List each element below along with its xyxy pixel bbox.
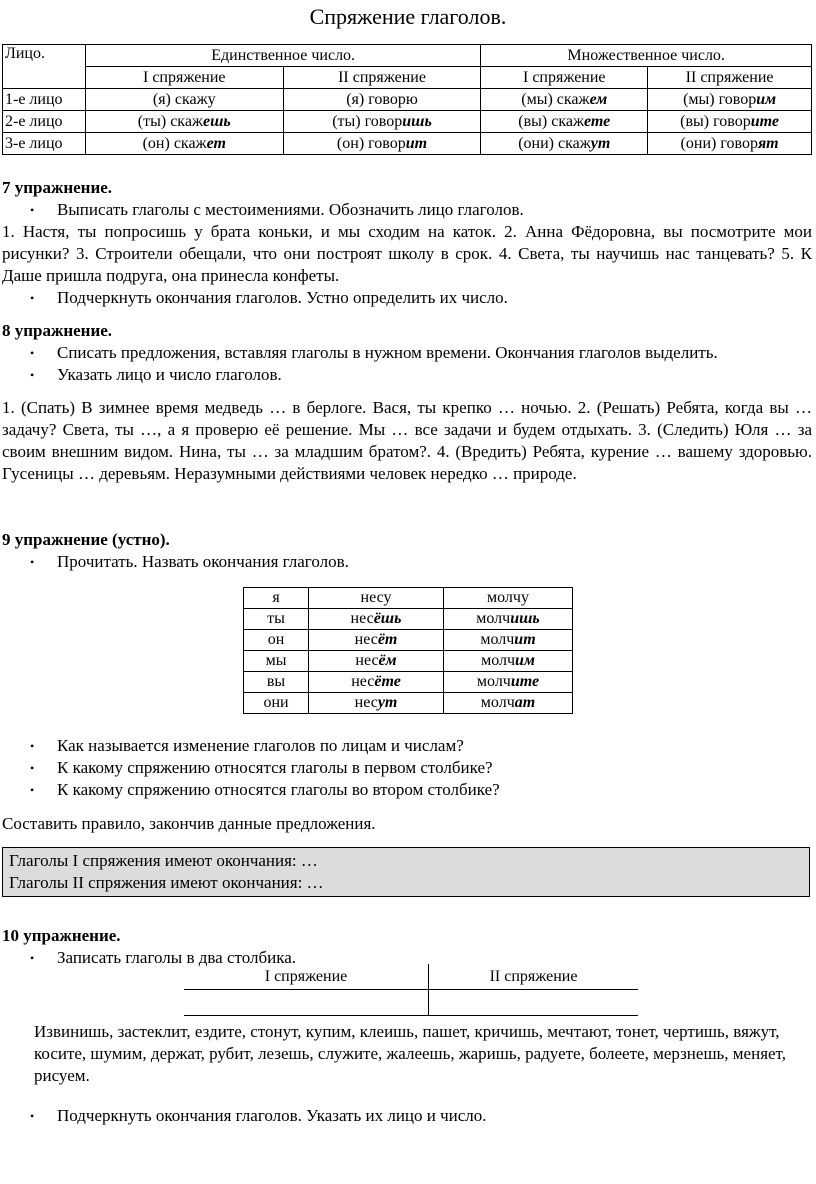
bullet-item: • Как называется изменение глаголов по лицам и числам? xyxy=(2,735,812,757)
table-row xyxy=(3,111,812,133)
column-header: I спряжение xyxy=(184,964,429,990)
table-row xyxy=(184,964,638,990)
verb-cell: (вы) скажете xyxy=(481,111,648,133)
rule-line: Глаголы II спряжения имеют окончания: … xyxy=(9,873,324,892)
verb-cell: несём xyxy=(309,651,444,672)
conjugation-table xyxy=(2,44,812,155)
person-cell: 1-е лицо xyxy=(3,89,86,111)
bullet-item: • Подчеркнуть окончания глаголов. Устно определить их число. xyxy=(2,287,812,309)
table-row xyxy=(244,651,573,672)
header-person: Лицо. xyxy=(3,45,86,89)
pronoun-cell: мы xyxy=(244,651,309,672)
empty-cell xyxy=(429,990,639,1016)
column-header: II спряжение xyxy=(429,964,639,990)
verb-cell: (он) скажет xyxy=(85,133,283,155)
header-singular: Единственное число. xyxy=(85,45,480,67)
word-list: Извинишь, застеклит, ездите, стонут, купим, клеишь, пашет, кричишь, мечтают, тонет, чертишь, вяжут, косите, шумим, держат, рубит, лезешь, служите, жалеешь, жаришь, радуете, болеете, мерзнешь, меняет, рисуем. xyxy=(34,1022,786,1085)
table-row xyxy=(244,588,573,609)
verb-cell: (я) говорю xyxy=(283,89,481,111)
page-title: Спряжение глаголов. xyxy=(309,4,507,29)
verb-cell: молчишь xyxy=(444,609,573,630)
section-heading: 8 упражнение. xyxy=(2,321,113,340)
rule-intro: Составить правило, закончив данные предложения. xyxy=(2,814,376,833)
exercise-7 xyxy=(2,177,812,309)
verb-cell: несу xyxy=(309,588,444,609)
endings-table xyxy=(243,587,573,714)
table-row xyxy=(3,133,812,155)
verb-cell: молчите xyxy=(444,672,573,693)
verb-cell: несёте xyxy=(309,672,444,693)
exercise-text: 1. Настя, ты попросишь у брата коньки, и мы сходим на каток. 2. Анна Фёдоровна, вы посмотрите мои рисунки? 3. Строители обещали, что они построят школу в срок. 4. Света, ты научишь нас танцевать? 5. К Даше пришла подруга, она принесла конфеты. xyxy=(2,222,812,285)
exercise-10-task xyxy=(2,1105,812,1127)
exercise-9-questions xyxy=(2,735,812,835)
verb-cell: (они) скажут xyxy=(481,133,648,155)
header-conj: II спряжение xyxy=(648,67,812,89)
exercise-9 xyxy=(2,529,812,573)
section-heading: 9 упражнение (устно). xyxy=(2,530,170,549)
table-row xyxy=(244,630,573,651)
header-conj: I спряжение xyxy=(481,67,648,89)
empty-cell xyxy=(184,990,429,1016)
pronoun-cell: они xyxy=(244,693,309,714)
bullet-item: • Выписать глаголы с местоимениями. Обозначить лицо глаголов. xyxy=(2,199,812,221)
bullet-item: • К какому спряжению относятся глаголы в первом столбике? xyxy=(2,757,812,779)
exercise-10 xyxy=(2,925,812,969)
table-row xyxy=(244,693,573,714)
header-conj: II спряжение xyxy=(283,67,481,89)
rule-line: Глаголы I спряжения имеют окончания: … xyxy=(9,851,318,870)
pronoun-cell: ты xyxy=(244,609,309,630)
verb-cell: молчат xyxy=(444,693,573,714)
table-row xyxy=(244,672,573,693)
table-row xyxy=(184,990,638,1016)
verb-cell: (вы) говорите xyxy=(648,111,812,133)
verb-cell: несут xyxy=(309,693,444,714)
bullet-item: • Указать лицо и число глаголов. xyxy=(2,364,812,386)
verb-cell: несёшь xyxy=(309,609,444,630)
header-conj: I спряжение xyxy=(85,67,283,89)
verb-cell: (ты) скажешь xyxy=(85,111,283,133)
pronoun-cell: я xyxy=(244,588,309,609)
bullet-item: • Списать предложения, вставляя глаголы в нужном времени. Окончания глаголов выделить. xyxy=(2,342,812,364)
verb-cell: (мы) говорим xyxy=(648,89,812,111)
table-row xyxy=(244,609,573,630)
section-heading: 7 упражнение. xyxy=(2,178,113,197)
verb-cell: (ты) говоришь xyxy=(283,111,481,133)
verb-cell: (я) скажу xyxy=(85,89,283,111)
table-row xyxy=(3,89,812,111)
pronoun-cell: он xyxy=(244,630,309,651)
exercise-8 xyxy=(2,320,812,485)
verb-cell: молчит xyxy=(444,630,573,651)
verb-cell: (мы) скажем xyxy=(481,89,648,111)
exercise-text: 1. (Спать) В зимнее время медведь … в берлоге. Вася, ты крепко … ночью. 2. (Решать) Ребята, когда вы … задачу? Света, ты …, а я проверю её решение. Мы … все задачи и будем отдыхать. 3. (Следить) Юля … за своим внешним видом. Нина, ты … за младшим братом?. 4. (Вредить) Ребята, курение … вашему здоровью. Гусеницы … деревьям. Неразумными действиями человек нередко … природе. xyxy=(2,398,812,483)
bullet-item: • Подчеркнуть окончания глаголов. Указать их лицо и число. xyxy=(2,1105,812,1127)
pronoun-cell: вы xyxy=(244,672,309,693)
verb-cell: молчим xyxy=(444,651,573,672)
person-cell: 2-е лицо xyxy=(3,111,86,133)
verb-cell: молчу xyxy=(444,588,573,609)
verb-cell: (они) говорят xyxy=(648,133,812,155)
bullet-item: • Записать глаголы в два столбика. xyxy=(2,947,812,969)
verb-cell: несёт xyxy=(309,630,444,651)
verb-cell: (он) говорит xyxy=(283,133,481,155)
person-cell: 3-е лицо xyxy=(3,133,86,155)
header-plural: Множественное число. xyxy=(481,45,812,67)
bullet-item: • Прочитать. Назвать окончания глаголов. xyxy=(2,551,812,573)
bullet-item: • К какому спряжению относятся глаголы во втором столбике? xyxy=(2,779,812,801)
rule-box xyxy=(2,847,810,897)
section-heading: 10 упражнение. xyxy=(2,926,121,945)
columns-table xyxy=(184,964,638,1016)
